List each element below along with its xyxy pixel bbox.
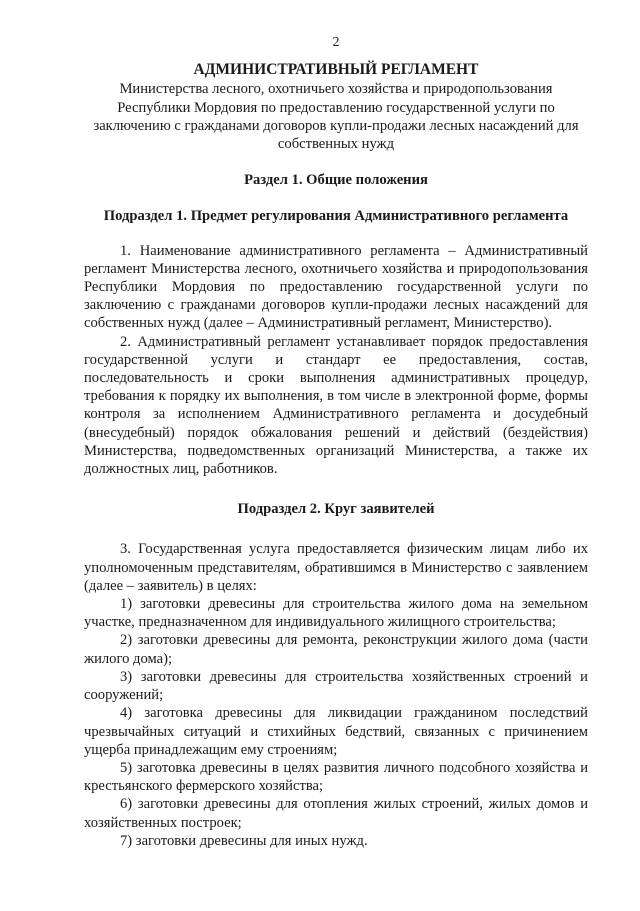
document-subtitle: Министерства лесного, охотничьего хозяйства и природопользования Республики Мордовия по предоставлению государственной услуги по заключению с гражданами договоров купли-продажи лесных насаждений для собственных нужд bbox=[93, 81, 579, 153]
list-item: 3) заготовки древесины для строительства хозяйственных строений и сооружений; bbox=[84, 668, 588, 704]
list-item: 7) заготовки древесины для иных нужд. bbox=[120, 832, 368, 849]
page-number: 2 bbox=[332, 35, 340, 50]
section-heading: Раздел 1. Общие положения bbox=[244, 172, 428, 189]
list-item: 4) заготовка древесины для ликвидации гражданином последствий чрезвычайных ситуаций и стихийных бедствий, связанных с причинением ущерба принадлежащим ему строениям; bbox=[84, 705, 588, 758]
list-item: 1) заготовки древесины для строительства жилого дома на земельном участке, предназначенном для индивидуального жилищного строительства; bbox=[84, 596, 588, 631]
paragraph-1: 1. Наименование административного регламента – Административный регламент Министерства лесного, охотничьего хозяйства и природопользования Республики Мордовия по предоставлению государственной услуги по заключению с гражданами договоров купли-продажи лесных насаждений для собственных нужд (далее – Административный регламент, Министерство). bbox=[84, 242, 588, 332]
subsection-heading-1: Подраздел 1. Предмет регулирования Административного регламента bbox=[103, 208, 569, 225]
document-title: АДМИНИСТРАТИВНЫЙ РЕГЛАМЕНТ bbox=[193, 61, 479, 79]
paragraph-3: 3. Государственная услуга предоставляется физическим лицам либо их уполномоченным представителям, обратившимся в Министерство с заявлением (далее – заявитель) в целях: bbox=[84, 541, 588, 594]
subsection-heading-2: Подраздел 2. Круг заявителей bbox=[237, 501, 435, 518]
list-item: 2) заготовки древесины для ремонта, реконструкции жилого дома (части жилого дома); bbox=[84, 632, 588, 667]
list-item: 5) заготовка древесины в целях развития личного подсобного хозяйства и крестьянского фермерского хозяйства; bbox=[84, 759, 588, 795]
list-item: 6) заготовки древесины для отопления жилых строений, жилых домов и хозяйственных построек; bbox=[84, 796, 588, 831]
document-page bbox=[84, 34, 588, 850]
paragraph-2: 2. Административный регламент устанавливает порядок предоставления государственной услуги и стандарт ее предоставления, состав, последовательность и сроки выполнения административных процедур, требования к порядку их выполнения, в том числе в электронной форме, формы контроля за исполнением Административного регламента и досудебный (внесудебный) порядок обжалования решений и действий (бездействия) Министерства, подведомственных организаций Министерства, а также их должностных лиц, работников. bbox=[84, 333, 588, 478]
